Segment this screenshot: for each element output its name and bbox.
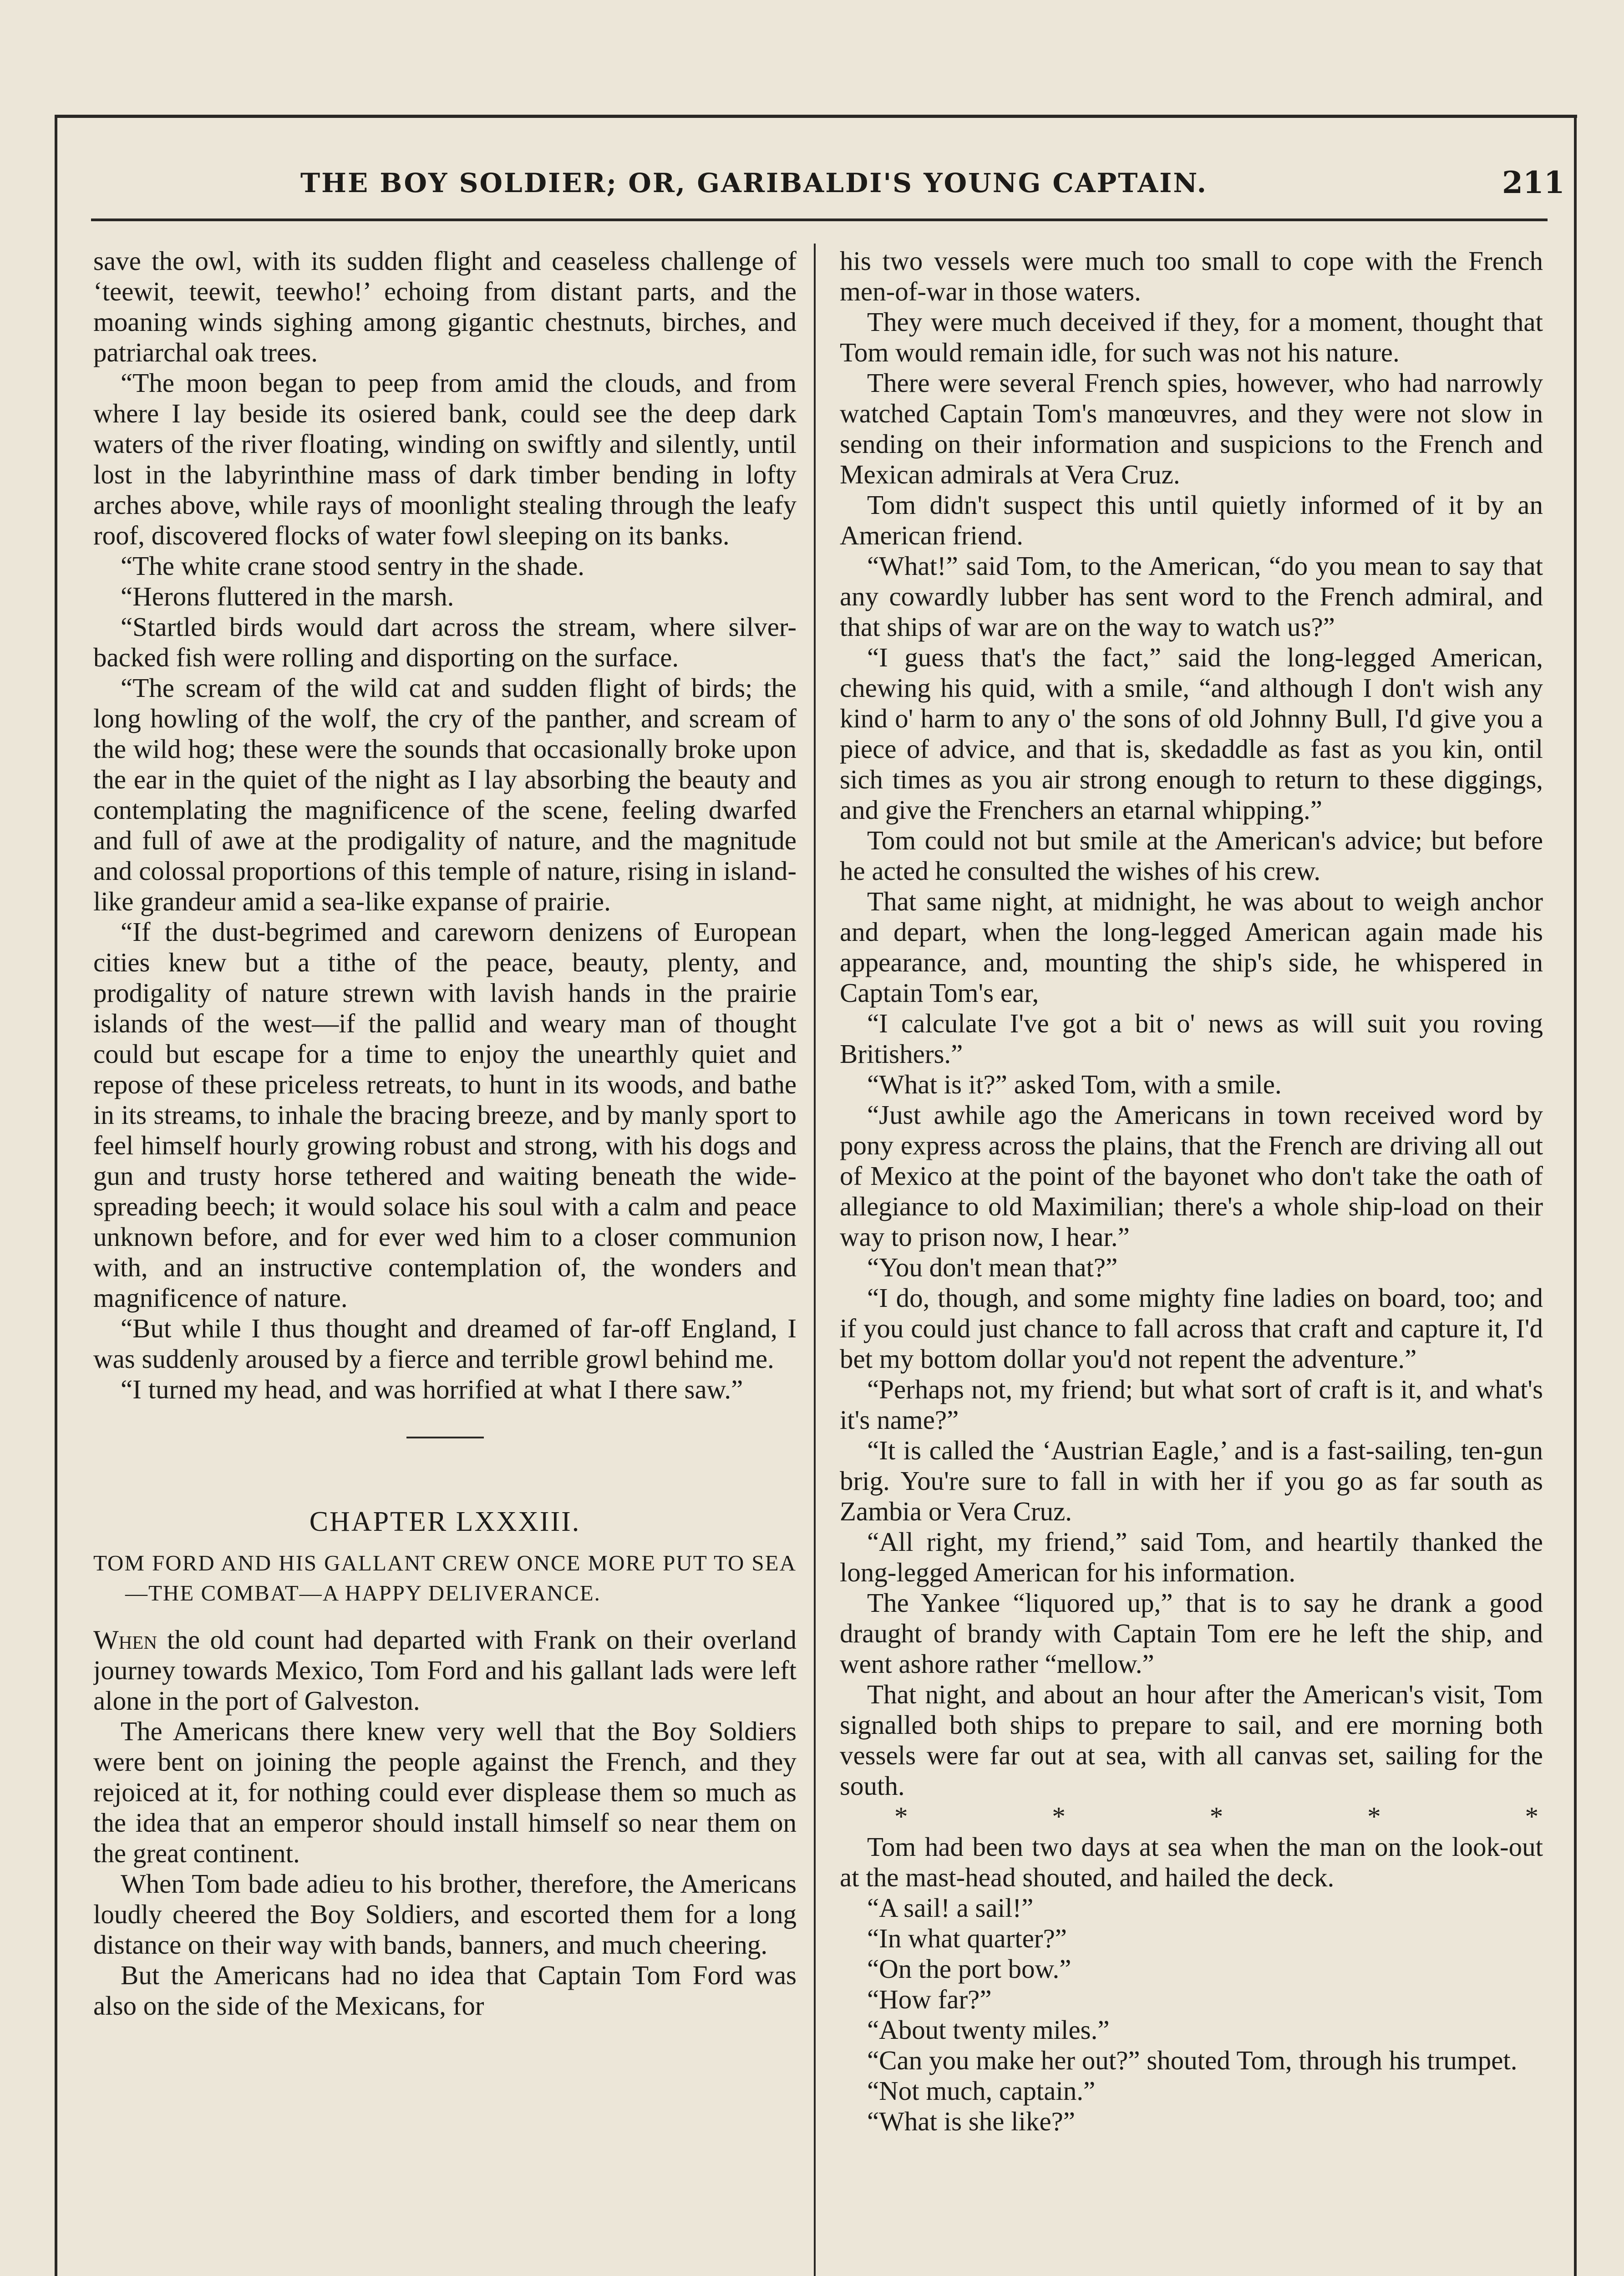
section-break-asterisks <box>840 1801 1543 1832</box>
paragraph: “I do, though, and some mighty fine ladies on board, too; and if you could just chance to fall across that craft and capture it, I'd bet my bottom dollar you'd not repent the adventure.” <box>840 1283 1543 1374</box>
paragraph: That night, and about an hour after the American's visit, Tom signalled both ships to prepare to sail, and ere morning both vessels were far out at sea, with all canvas set, sailing for the south. <box>840 1679 1543 1801</box>
asterisk: * <box>1052 1801 1066 1831</box>
paragraph: “About twenty miles.” <box>867 2015 1110 2045</box>
paragraph: “A sail! a sail!” <box>867 1893 1034 1923</box>
paragraph: That same night, at midnight, he was about to weigh anchor and depart, when the long-legged American again made his appearance, and, mounting the ship's side, he whispered in Captain Tom's ear, <box>840 886 1543 1008</box>
paragraph: “Startled birds would dart across the stream, where silver-backed fish were rolling and disporting on the surface. <box>93 612 797 672</box>
page-number: 211 <box>1502 165 1565 200</box>
right-column <box>840 246 1543 2276</box>
paragraph: “I turned my head, and was horrified at what I there saw.” <box>121 1374 743 1404</box>
paragraph: Tom had been two days at sea when the man on the look-out at the mast-head shouted, and hailed the deck. <box>840 1832 1543 1892</box>
paragraph: Tom could not but smile at the American's advice; but before he acted he consulted the wishes of his crew. <box>840 825 1543 886</box>
paragraph: “The white crane stood sentry in the shade. <box>121 551 585 581</box>
paragraph: The Yankee “liquored up,” that is to say he drank a good draught of brandy with Captain Tom ere he left the ship, and went ashore rather “mellow.” <box>840 1588 1543 1679</box>
asterisk: * <box>1209 1801 1223 1831</box>
paragraph: “It is called the ‘Austrian Eagle,’ and is a fast-sailing, ten-gun brig. You're sure to fall in with her if you go as far south as Zambia or Vera Cruz. <box>840 1435 1543 1526</box>
paragraph: “Can you make her out?” shouted Tom, through his trumpet. <box>867 2045 1517 2075</box>
paragraph: But the Americans had no idea that Captain Tom Ford was also on the side of the Mexicans, for <box>93 1960 797 2021</box>
paragraph: “Not much, captain.” <box>867 2076 1096 2106</box>
asterisk: * <box>894 1801 908 1831</box>
paragraph: “All right, my friend,” said Tom, and heartily thanked the long-legged American for his information. <box>840 1527 1543 1587</box>
paragraph: When Tom bade adieu to his brother, therefore, the Americans loudly cheered the Boy Soldiers, and escorted them for a long distance on their way with bands, banners, and much cheering. <box>93 1869 797 1960</box>
paragraph: “Herons fluttered in the marsh. <box>121 581 454 611</box>
chapter-title: CHAPTER LXXXIII. <box>309 1506 581 1537</box>
page-frame-top <box>55 115 1577 118</box>
page-frame-left <box>55 115 57 2276</box>
paragraph: “Just awhile ago the Americans in town received word by pony express across the plains, that the French are driving all out of Mexico at the point of the bayonet who don't take the oath of allegiance to old Maximilian; there's a whole ship-load on their way to prison now, I hear.” <box>840 1100 1543 1252</box>
paragraph: “If the dust-begrimed and careworn denizens of European cities knew but a tithe of the peace, beauty, plenty, and prodigality of nature strewn with lavish hands in the prairie islands of the west—if the pallid and weary man of thought could but escape for a time to enjoy the unearthly quiet and repose of these priceless retreats, to hunt in its woods, and bathe in its streams, to inhale the bracing breeze, and by manly sport to feel himself hourly growing robust and strong, with his dogs and gun and trusty horse tethered and waiting beneath the wide-spreading beech; it would solace his soul with a calm and peace unknown before, and for ever wed him to a closer communion with, and an instructive contemplation of, the wonders and magnificence of nature. <box>93 917 797 1313</box>
paragraph: “But while I thus thought and dreamed of far-off England, I was suddenly aroused by a fierce and terrible growl behind me. <box>93 1313 797 1374</box>
paragraph: “How far?” <box>867 1984 992 2014</box>
paragraph: “On the port bow.” <box>867 1954 1071 1984</box>
paragraph: “I calculate I've got a bit o' news as will suit you roving Britishers.” <box>840 1008 1543 1069</box>
chapter-summary: TOM FORD AND HIS GALLANT CREW ONCE MORE PUT TO SEA—THE COMBAT—A HAPPY DELIVERANCE. <box>93 1550 797 1605</box>
asterisk: * <box>1525 1801 1538 1831</box>
running-head: THE BOY SOLDIER; OR, GARIBALDI'S YOUNG CAPTAIN. <box>300 168 1208 198</box>
paragraph: “I guess that's the fact,” said the long-legged American, chewing his quid, with a smile, “and although I don't wish any kind o' harm to any o' the sons of old Johnny Bull, I'd give you a piece of advice, and that is, skedaddle as fast as you kin, ontil sich times as you air strong enough to return to these diggings, and give the Frenchers an etarnal whipping.” <box>840 642 1543 825</box>
paragraph: “The moon began to peep from amid the clouds, and from where I lay beside its osiered bank, could see the deep dark waters of the river floating, winding on swiftly and silently, until lost in the labyrinthine mass of dark timber bending in lofty arches above, while rays of moonlight stealing through the leafy roof, discovered flocks of water fowl sleeping on its banks. <box>93 368 797 550</box>
column-rule <box>814 244 816 2276</box>
paragraph: “What is it?” asked Tom, with a smile. <box>867 1069 1282 1099</box>
chapter-opening-paragraph <box>93 1625 797 1716</box>
paragraph: The Americans there knew very well that the Boy Soldiers were bent on joining the people against the French, and they rejoiced at it, for nothing could ever displease them so much as the idea that an emperor should install himself so near them on the great continent. <box>93 1716 797 1868</box>
paragraph: “Perhaps not, my friend; but what sort of craft is it, and what's it's name?” <box>840 1374 1543 1435</box>
paragraph: “You don't mean that?” <box>867 1252 1118 1282</box>
paragraph: “What!” said Tom, to the American, “do you mean to say that any cowardly lubber has sent word to the French admiral, and that ships of war are on the way to watch us?” <box>840 551 1543 642</box>
paragraph: They were much deceived if they, for a moment, thought that Tom would remain idle, for such was not his nature. <box>840 307 1543 367</box>
chapter-opening-text: the old count had departed with Frank on their overland journey towards Mexico, Tom Ford and his gallant lads were left alone in the port of Galveston. <box>93 1625 797 1716</box>
paragraph: “In what quarter?” <box>867 1923 1067 1953</box>
paragraph: There were several French spies, however, who had narrowly watched Captain Tom's manœuvres, and they were not slow in sending on their information and suspicions to the French and Mexican admirals at Vera Cruz. <box>840 368 1543 489</box>
paragraph: save the owl, with its sudden flight and ceaseless challenge of ‘teewit, teewit, teewho!’ echoing from distant parts, and the moaning winds sighing among gigantic chestnuts, birches, and patriarchal oak trees. <box>93 246 797 367</box>
paragraph: Tom didn't suspect this until quietly informed of it by an American friend. <box>840 490 1543 550</box>
paragraph: his two vessels were much too small to cope with the French men-of-war in those waters. <box>840 246 1543 306</box>
page-frame-right <box>1574 115 1577 2276</box>
paragraph: “What is she like?” <box>867 2106 1076 2136</box>
chapter-separator <box>406 1437 484 1438</box>
header-rule <box>91 218 1548 221</box>
asterisk: * <box>1367 1801 1381 1831</box>
left-column <box>93 246 797 2276</box>
chapter-opening-word: When <box>93 1625 157 1655</box>
paragraph: “The scream of the wild cat and sudden flight of birds; the long howling of the wolf, the cry of the panther, and scream of the wild hog; these were the sounds that occasionally broke upon the ear in the quiet of the night as I lay absorbing the beauty and contemplating the magnificence of the scene, feeling dwarfed and full of awe at the prodigality of nature, and the magnitude and colossal proportions of this temple of nature, rising in island-like grandeur amid a sea-like expanse of prairie. <box>93 673 797 916</box>
